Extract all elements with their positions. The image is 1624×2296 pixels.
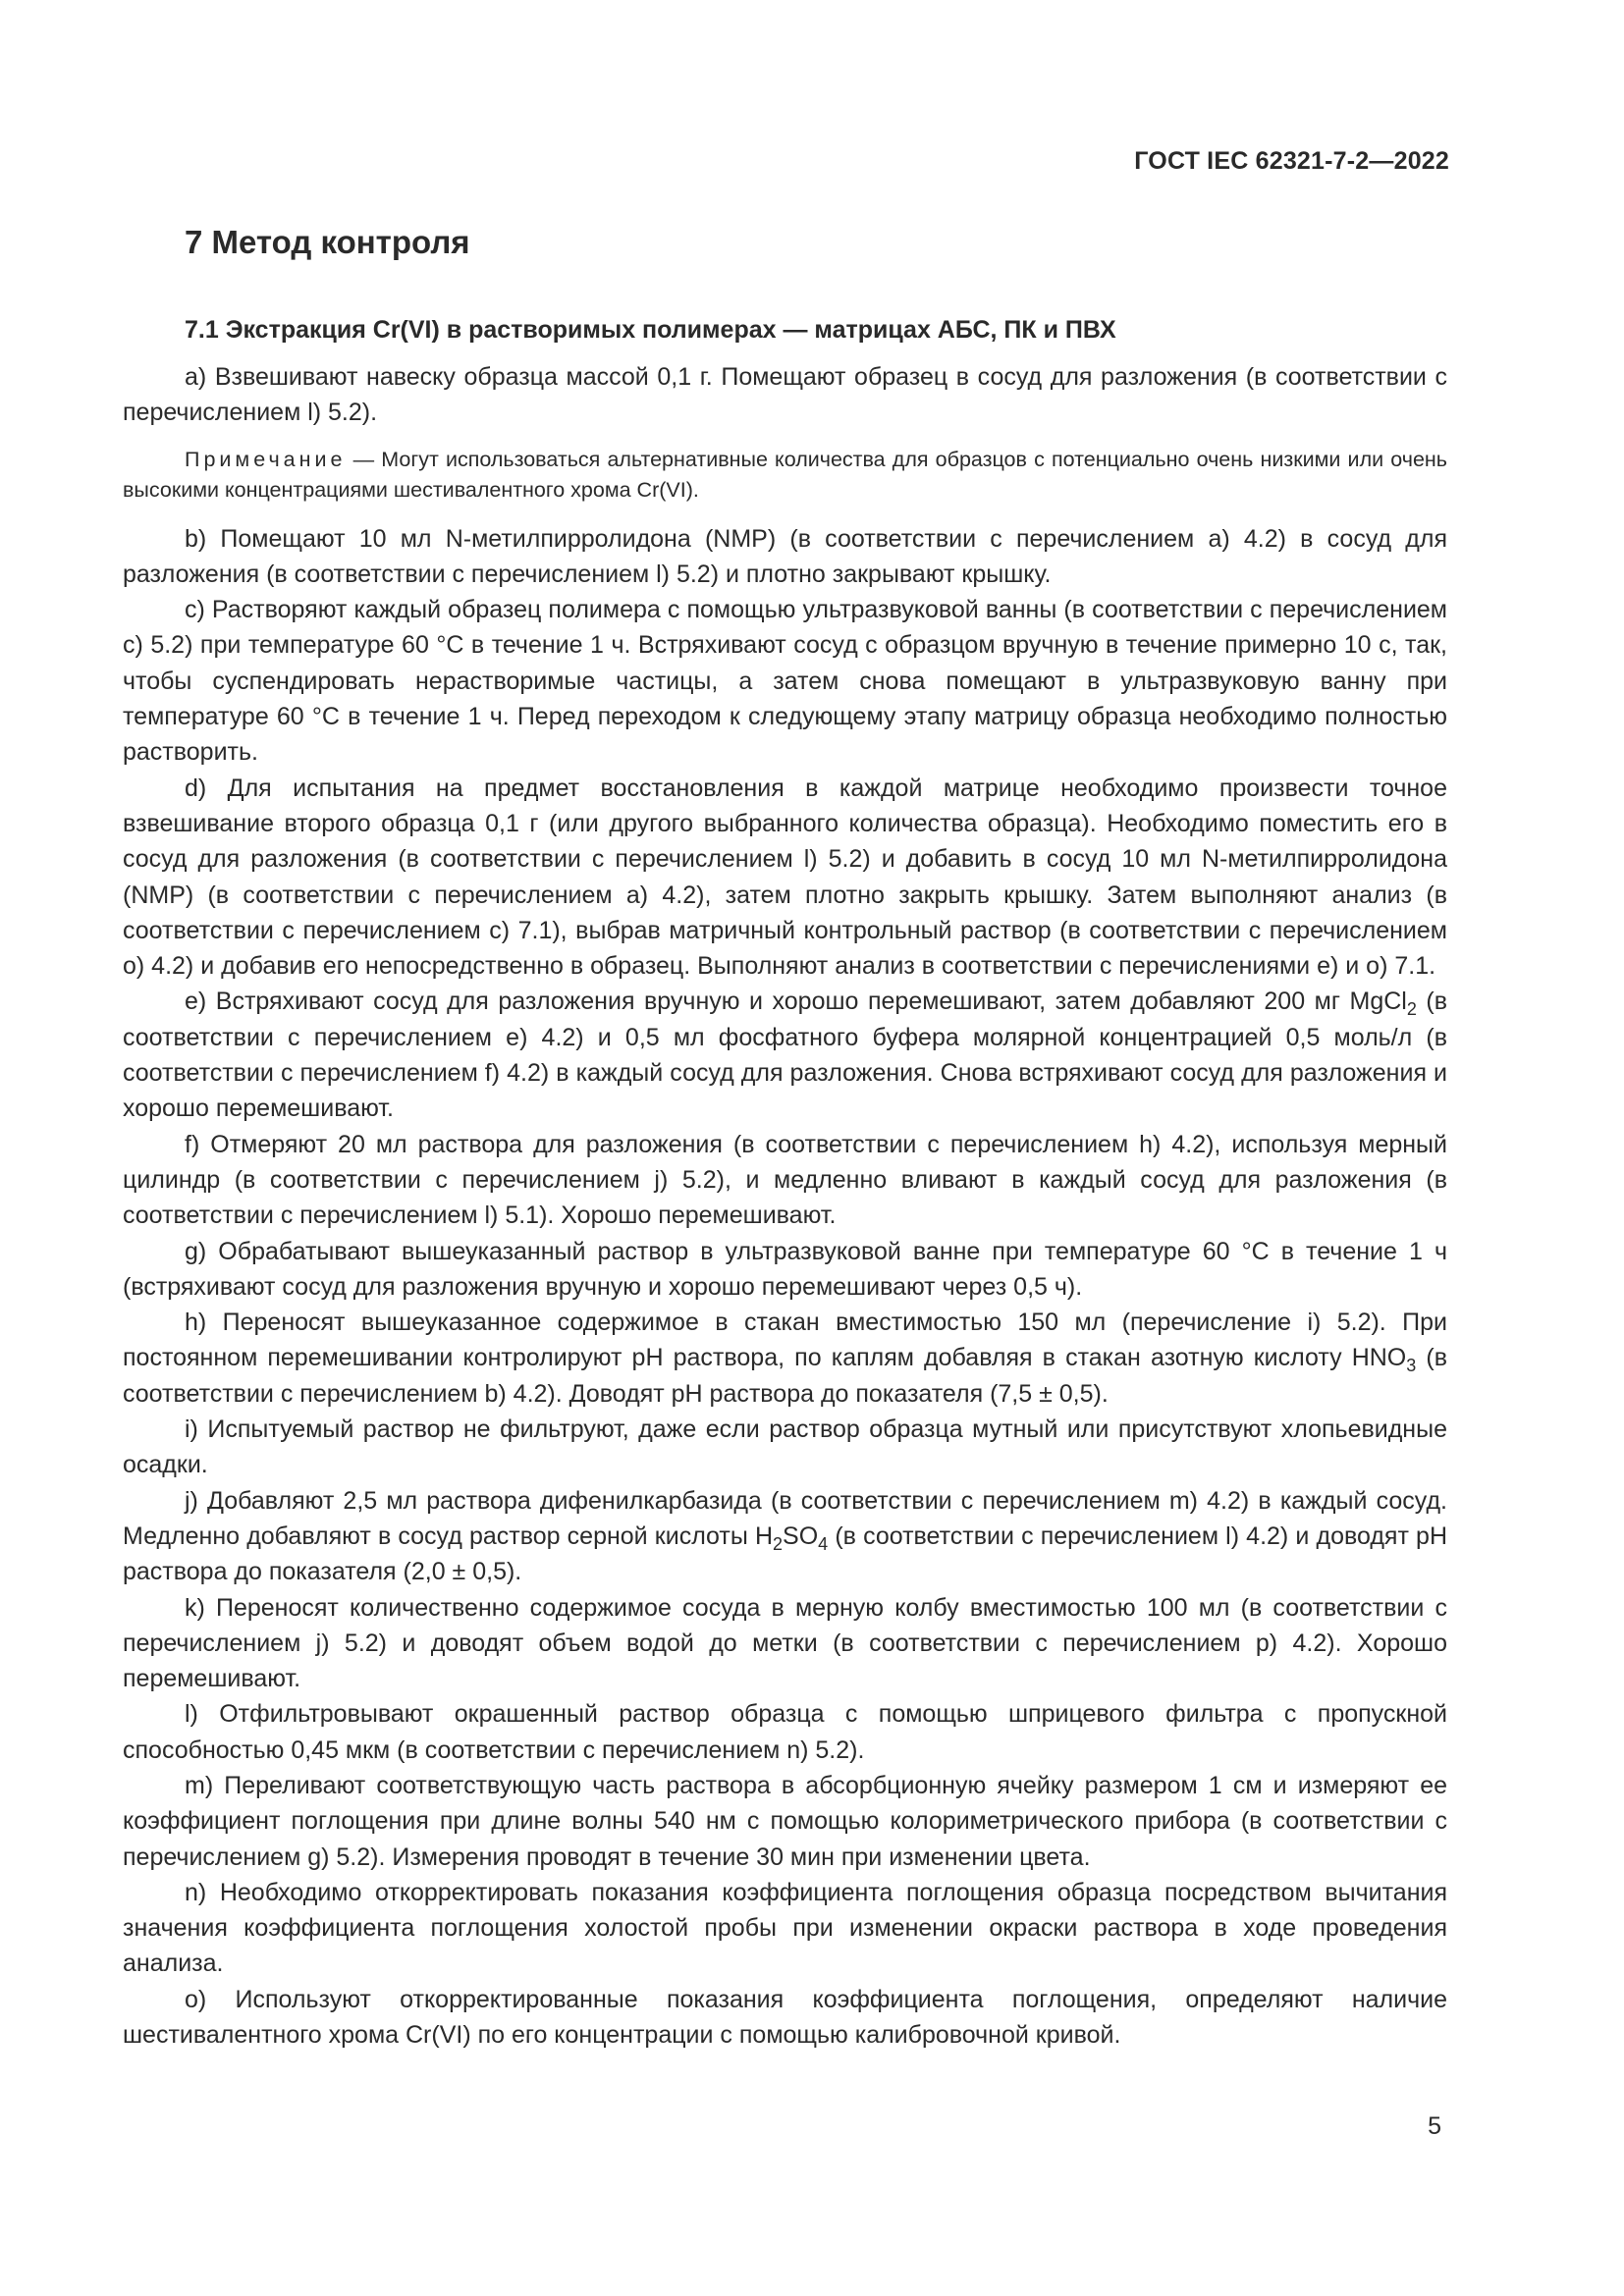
paragraph-i: i) Испытуемый раствор не фильтруют, даже если раствор образца мутный или присутствуют хлопьевидные осадки.	[123, 1415, 1447, 1479]
paragraph-o: o) Используют откорректированные показания коэффициента поглощения, определяют наличие шестивалентного хрома Cr(VI) по его концентрации с помощью калибровочной кривой.	[123, 1985, 1447, 2050]
paragraph-j-subscript-1: 2	[773, 1533, 784, 1554]
note	[123, 445, 1447, 506]
paragraph-e-text-2: (в соответствии с перечислением e) 4.2) и 0,5 мл фосфатного буфера молярной концентрацией 0,5 моль/л (в соответствии с перечислением f) 4.2) в каждый сосуд для разложения. Снова встряхивают сосуд для разложения и хорошо перемешивают.	[123, 988, 1447, 1123]
paragraph-m: m) Переливают соответствующую часть раствора в абсорбционную ячейку размером 1 см и измеряют ее коэффициент поглощения при длине волны 540 нм с помощью колориметрического прибора (в соответствии с перечислением g) 5.2). Измерения проводят в течение 30 мин при изменении цвета.	[123, 1771, 1447, 1871]
paragraph-e	[123, 984, 1447, 1126]
section-body	[123, 312, 1447, 2053]
section-title: 7 Метод контроля	[185, 224, 470, 260]
subsection-title: 7.1 Экстракция Cr(VI) в растворимых полимерах — матрицах АБС, ПК и ПВХ	[185, 316, 1116, 344]
paragraph-h-text-2: (в соответствии с перечислением b) 4.2). Доводят pH раствора до показателя (7,5 ± 0,5).	[123, 1344, 1447, 1408]
paragraph-e-text-1: e) Встряхивают сосуд для разложения вручную и хорошо перемешивают, затем добавляют 200 мг MgCl	[185, 988, 1407, 1016]
paragraph-c: c) Растворяют каждый образец полимера с помощью ультразвуковой ванны (в соответствии с перечислением c) 5.2) при температуре 60 °C в течение 1 ч. Встряхивают сосуд с образцом вручную в течение примерно 10 с, так, чтобы суспендировать нерастворимые частицы, а затем снова помещают в ультразвуковую ванну при температуре 60 °C в течение 1 ч. Перед переходом к следующему этапу матрицу образца необходимо полностью растворить.	[123, 596, 1447, 767]
paragraph-n: n) Необходимо откорректировать показания коэффициента поглощения образца посредством вычитания значения коэффициента поглощения холостой пробы при изменении окраски раствора в ходе проведения анализа.	[123, 1878, 1447, 1978]
paragraph-b: b) Помещают 10 мл N-метилпирролидона (NMP) (в соответствии с перечислением a) 4.2) в сосуд для разложения (в соответствии с перечислением l) 5.2) и плотно закрывают крышку.	[123, 524, 1447, 588]
paragraph-j	[123, 1483, 1447, 1590]
paragraph-k: k) Переносят количественно содержимое сосуда в мерную колбу вместимостью 100 мл (в соответствии с перечислением j) 5.2) и доводят объем водой до метки (в соответствии с перечислением p) 4.2). Хорошо перемешивают.	[123, 1593, 1447, 1693]
paragraph-l: l) Отфильтровывают окрашенный раствор образца с помощью шприцевого фильтра с пропускной способностью 0,45 мкм (в соответствии с перечислением n) 5.2).	[123, 1700, 1447, 1764]
paragraph-e-subscript: 2	[1406, 999, 1417, 1020]
paragraph-h	[123, 1305, 1447, 1412]
document-code-header: ГОСТ IEC 62321-7-2—2022	[1134, 147, 1449, 175]
paragraph-h-text-1: h) Переносят вышеуказанное содержимое в стакан вместимостью 150 мл (перечисление i) 5.2). При постоянном перемешивании контролируют pH раствора, по каплям добавляя в стакан азотную кислоту HNO	[123, 1308, 1447, 1372]
paragraph-j-text-2: SO	[783, 1522, 819, 1550]
paragraph-j-text-1: j) Добавляют 2,5 мл раствора дифенилкарбазида (в соответствии с перечислением m) 4.2) в каждый сосуд. Медленно добавляют в сосуд раствор серной кислоты H	[123, 1486, 1447, 1550]
paragraph-d: d) Для испытания на предмет восстановления в каждой матрице необходимо произвести точное взвешивание второго образца 0,1 г (или другого выбранного количества образца). Необходимо поместить его в сосуд для разложения (в соответствии с перечислением l) 5.2) и добавить в сосуд 10 мл N-метилпирролидона (NMP) (в соответствии с перечислением a) 4.2), затем плотно закрыть крышку. Затем выполняют анализ (в соответствии с перечислением c) 7.1), выбрав матричный контрольный раствор (в соответствии с перечислением o) 4.2) и добавив его непосредственно в образец. Выполняют анализ в соответствии с перечислениями e) и o) 7.1.	[123, 774, 1447, 981]
paragraph-f: f) Отмеряют 20 мл раствора для разложения (в соответствии с перечислением h) 4.2), используя мерный цилиндр (в соответствии с перечислением j) 5.2), и медленно вливают в каждый сосуд для разложения (в соответствии с перечислением l) 5.1). Хорошо перемешивают.	[123, 1130, 1447, 1230]
paragraph-h-subscript: 3	[1406, 1356, 1417, 1376]
note-text: — Могут использоваться альтернативные количества для образцов с потенциально очень низкими или очень высокими концентрациями шестивалентного хрома Cr(VI).	[123, 447, 1447, 502]
paragraph-j-subscript-2: 4	[818, 1533, 829, 1554]
paragraph-g: g) Обрабатывают вышеуказанный раствор в ультразвуковой ванне при температуре 60 °C в течение 1 ч (встряхивают сосуд для разложения вручную и хорошо перемешивают через 0,5 ч).	[123, 1237, 1447, 1301]
note-label: Примечание	[185, 447, 347, 471]
paragraph-a: a) Взвешивают навеску образца массой 0,1 г. Помещают образец в сосуд для разложения (в соответствии с перечислением l) 5.2).	[123, 363, 1447, 427]
paragraph-j-text-3: (в соответствии с перечислением l) 4.2) и доводят pH раствора до показателя (2,0 ± 0,5).	[123, 1522, 1448, 1586]
page-number: 5	[1428, 2112, 1441, 2140]
